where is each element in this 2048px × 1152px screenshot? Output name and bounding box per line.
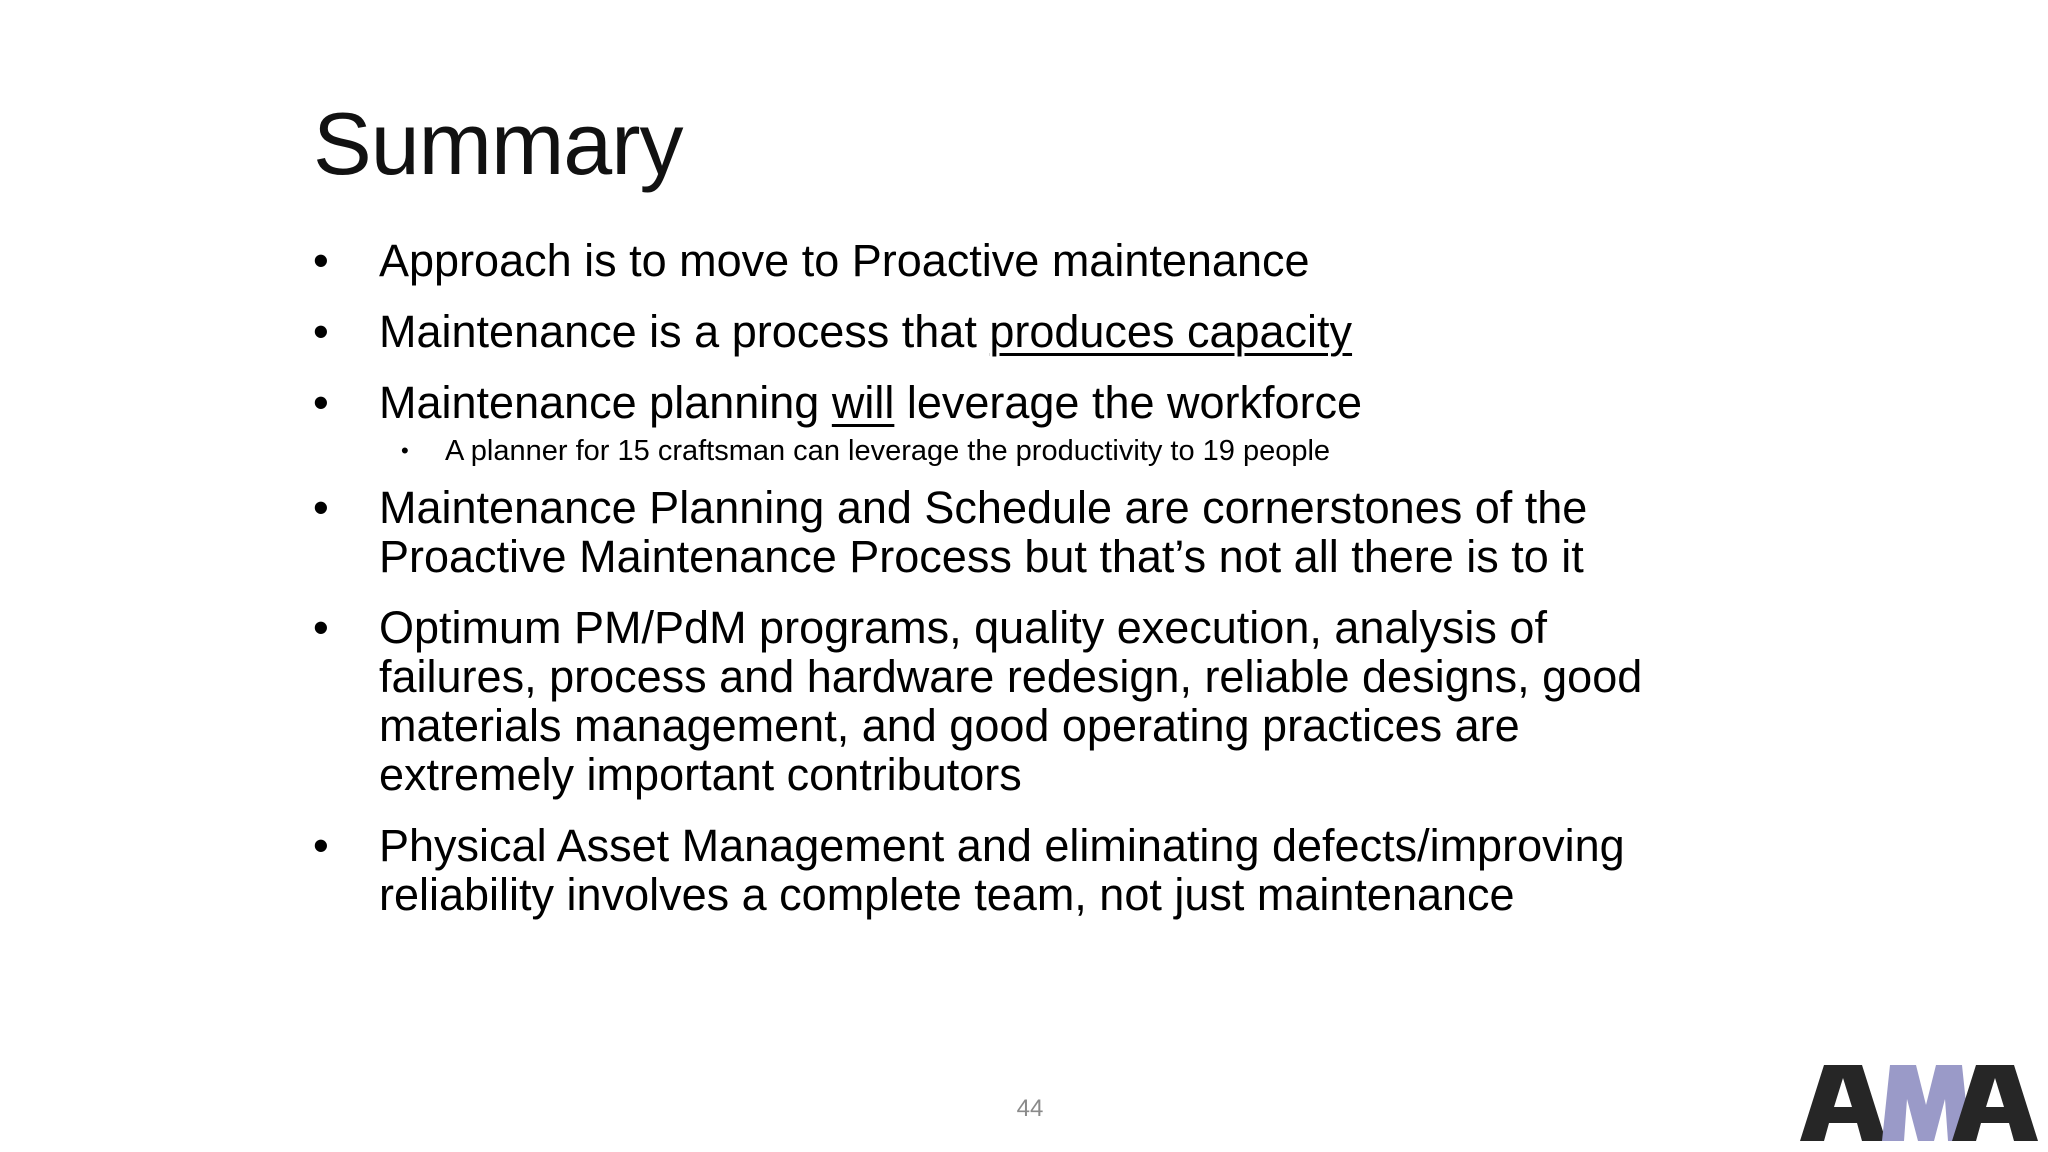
- bullet-icon: •: [313, 235, 329, 286]
- bullet-line: extremely important contributors: [379, 749, 1022, 800]
- bullet-icon: •: [313, 820, 329, 871]
- sub-bullet-item-planner: [313, 433, 1763, 469]
- bullet-item-proactive: [313, 236, 1763, 285]
- bullet-item-capacity: [313, 307, 1763, 356]
- underlined-text: will: [831, 377, 895, 428]
- bullet-item-contributors: [313, 603, 1763, 799]
- ama-logo: [1800, 1065, 2038, 1141]
- bullet-line: materials management, and good operating practices are: [379, 700, 1520, 751]
- bullet-icon: •: [313, 602, 329, 653]
- bullet-list: [313, 236, 1763, 941]
- bullet-line: Maintenance Planning and Schedule are cornerstones of the: [379, 482, 1588, 533]
- bullet-line: failures, process and hardware redesign, reliable designs, good: [379, 651, 1643, 702]
- bullet-icon: •: [313, 306, 329, 357]
- page-number: 44: [1016, 1095, 1044, 1122]
- sub-bullet-icon: •: [401, 438, 409, 463]
- bullet-text: Approach is to move to Proactive maintenance: [379, 235, 1310, 286]
- bullet-item-workforce: [313, 378, 1763, 427]
- slide-title: Summary: [313, 94, 683, 193]
- underlined-text: produces capacity: [989, 306, 1353, 357]
- bullet-text: Maintenance planning: [379, 377, 832, 428]
- sub-bullet-text: A planner for 15 craftsman can leverage the productivity to 19 people: [445, 435, 1331, 467]
- bullet-text: Maintenance is a process that: [379, 306, 990, 357]
- bullet-icon: •: [313, 482, 329, 533]
- bullet-item-team: [313, 821, 1763, 919]
- bullet-line: reliability involves a complete team, not just maintenance: [379, 869, 1515, 920]
- bullet-line: Optimum PM/PdM programs, quality execution, analysis of: [379, 602, 1547, 653]
- bullet-text: leverage the workforce: [894, 377, 1363, 428]
- bullet-item-cornerstones: [313, 483, 1763, 581]
- bullet-line: Physical Asset Management and eliminating defects/improving: [379, 820, 1625, 871]
- bullet-icon: •: [313, 377, 329, 428]
- bullet-line: Proactive Maintenance Process but that’s not all there is to it: [379, 531, 1584, 582]
